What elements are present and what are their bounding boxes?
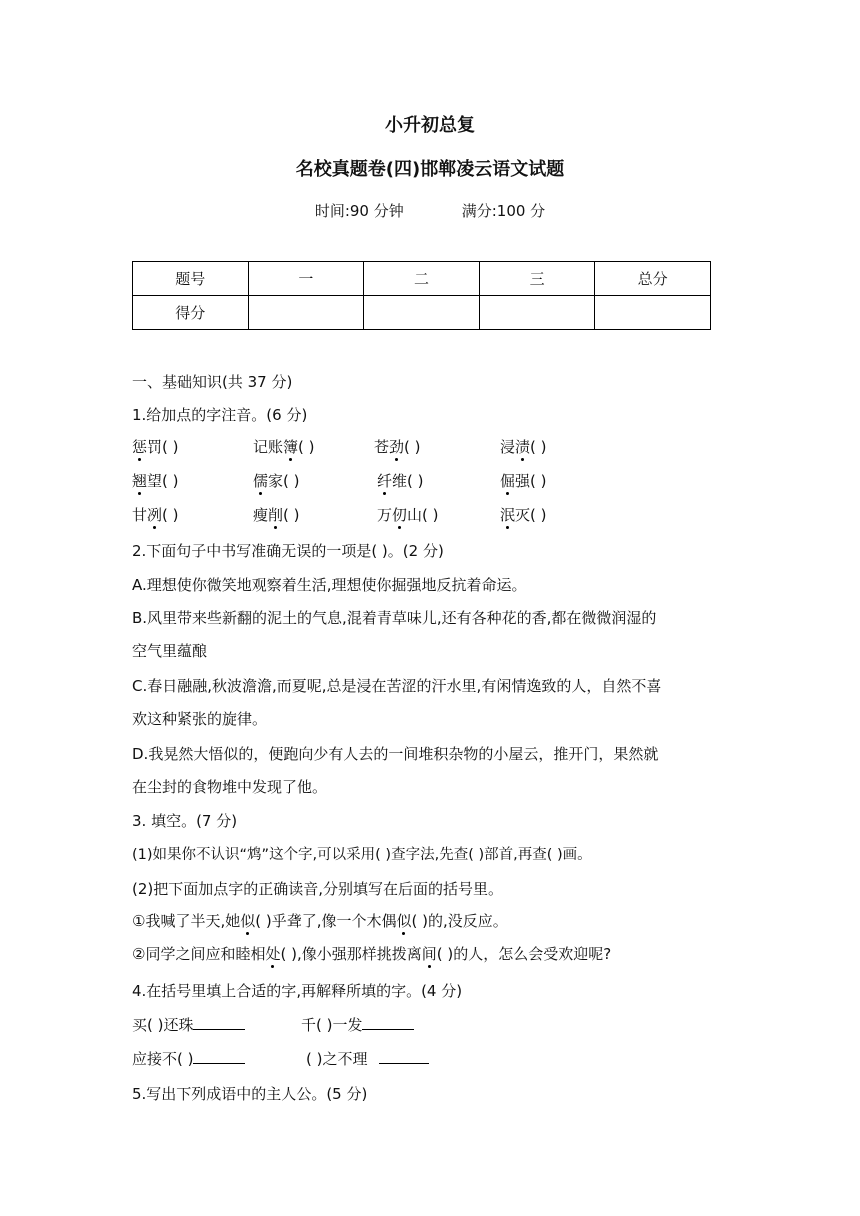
- dotted-char: 削: [268, 506, 284, 524]
- option-c: C.春日融融,秋波澹澹,而夏呢,总是浸在苦涩的汗水里,有闲情逸致的人，自然不喜: [132, 677, 662, 695]
- answer-blank[interactable]: [362, 1015, 414, 1030]
- idiom-item: ( )之不理: [306, 1049, 429, 1069]
- pinyin-item: 纤维( ): [377, 472, 424, 490]
- section-heading: 一、基础知识(共 37 分): [132, 373, 293, 391]
- score-table-header-row: [133, 262, 711, 296]
- dotted-char: 簿: [283, 438, 299, 456]
- question-5-stem: 5.写出下列成语中的主人公。(5 分): [132, 1085, 368, 1103]
- question-3-line-1: ①我喊了半天,她似( )乎聋了,像一个木偶似( )的,没反应。: [132, 912, 508, 930]
- dotted-char: 渍: [515, 438, 531, 456]
- question-2-stem: 2.下面句子中书写准确无误的一项是( )。(2 分): [132, 542, 444, 560]
- score-table-header: 总分: [595, 262, 711, 296]
- dotted-char: 处: [265, 945, 281, 963]
- dotted-char: 惩: [132, 438, 148, 456]
- dotted-char: 间: [421, 945, 437, 963]
- score-table-header: 二: [364, 262, 480, 296]
- score-table: [132, 261, 711, 330]
- score-cell[interactable]: [248, 296, 364, 330]
- dotted-char: 倔: [500, 472, 516, 490]
- question-3-stem: 3. 填空。(7 分): [132, 812, 238, 830]
- pinyin-item: 泯灭( ): [500, 506, 547, 524]
- pinyin-item: 惩罚( ): [132, 438, 179, 456]
- score-table-score-row: [133, 296, 711, 330]
- score-row-label: 得分: [133, 296, 249, 330]
- question-1-stem: 1.给加点的字注音。(6 分): [132, 406, 308, 424]
- exam-full-score: 满分:100 分: [461, 202, 546, 220]
- option-d: D.我晃然大悟似的，便跑向少有人去的一间堆积杂物的小屋云，推开门，果然就: [132, 745, 659, 763]
- dotted-char: 冽: [147, 506, 163, 524]
- score-cell[interactable]: [595, 296, 711, 330]
- dotted-char: 纤: [377, 472, 393, 490]
- score-table-header: 一: [248, 262, 364, 296]
- score-cell[interactable]: [364, 296, 480, 330]
- option-c-cont: 欢这种紧张的旋律。: [132, 710, 268, 728]
- dotted-char: 儒: [253, 472, 269, 490]
- option-d-cont: 在尘封的食物堆中发现了他。: [132, 778, 328, 796]
- answer-blank[interactable]: [379, 1049, 429, 1064]
- option-b: B.风里带来些新翻的泥土的气息,混着青草味儿,还有各种花的香,都在微微润湿的: [132, 609, 657, 627]
- pinyin-item: 翘望( ): [132, 472, 179, 490]
- dotted-char: 仞: [392, 506, 408, 524]
- dotted-char: 似: [240, 912, 256, 930]
- question-3-part-1: (1)如果你不认识“鸩”这个字,可以采用( )查字法,先查( )部首,再查( )画。: [132, 847, 592, 863]
- question-4-stem: 4.在括号里填上合适的字,再解释所填的字。(4 分): [132, 982, 463, 1000]
- dotted-char: 翘: [132, 472, 148, 490]
- dotted-char: 似: [396, 912, 412, 930]
- pinyin-item: 万仞山( ): [377, 506, 439, 524]
- dotted-char: 劲: [389, 438, 405, 456]
- question-3-part-2: (2)把下面加点字的正确读音,分别填写在后面的括号里。: [132, 880, 504, 898]
- idiom-item: 应接不( ): [132, 1049, 245, 1069]
- score-table-header: 三: [479, 262, 595, 296]
- pinyin-item: 儒家( ): [253, 472, 300, 490]
- score-table-header: 题号: [133, 262, 249, 296]
- answer-blank[interactable]: [193, 1049, 245, 1064]
- exam-meta: [0, 201, 860, 221]
- pinyin-item: 倔强( ): [500, 472, 547, 490]
- score-cell[interactable]: [479, 296, 595, 330]
- exam-time: 时间:90 分钟: [314, 202, 404, 220]
- question-3-line-2: ②同学之间应和睦相处( ),像小强那样挑拨离间( )的人，怎么会受欢迎呢?: [132, 945, 612, 963]
- option-a: A.理想使你微笑地观察着生活,理想使你掘强地反抗着命运。: [132, 576, 527, 594]
- idiom-item: 买( )还珠: [132, 1015, 245, 1035]
- option-b-cont: 空气里蕴酿: [132, 642, 208, 660]
- dotted-char: 泯: [500, 506, 516, 524]
- exam-subtitle: 名校真题卷(四)邯郸凌云语文试题: [295, 159, 565, 180]
- pinyin-item: 甘冽( ): [132, 506, 179, 524]
- page-title: 小升初总复: [385, 115, 475, 136]
- pinyin-item: 苍劲( ): [374, 438, 421, 456]
- idiom-item: 千( )一发: [301, 1015, 414, 1035]
- pinyin-item: 记账簿( ): [253, 438, 315, 456]
- answer-blank[interactable]: [193, 1015, 245, 1030]
- pinyin-item: 浸渍( ): [500, 438, 547, 456]
- pinyin-item: 瘦削( ): [253, 506, 300, 524]
